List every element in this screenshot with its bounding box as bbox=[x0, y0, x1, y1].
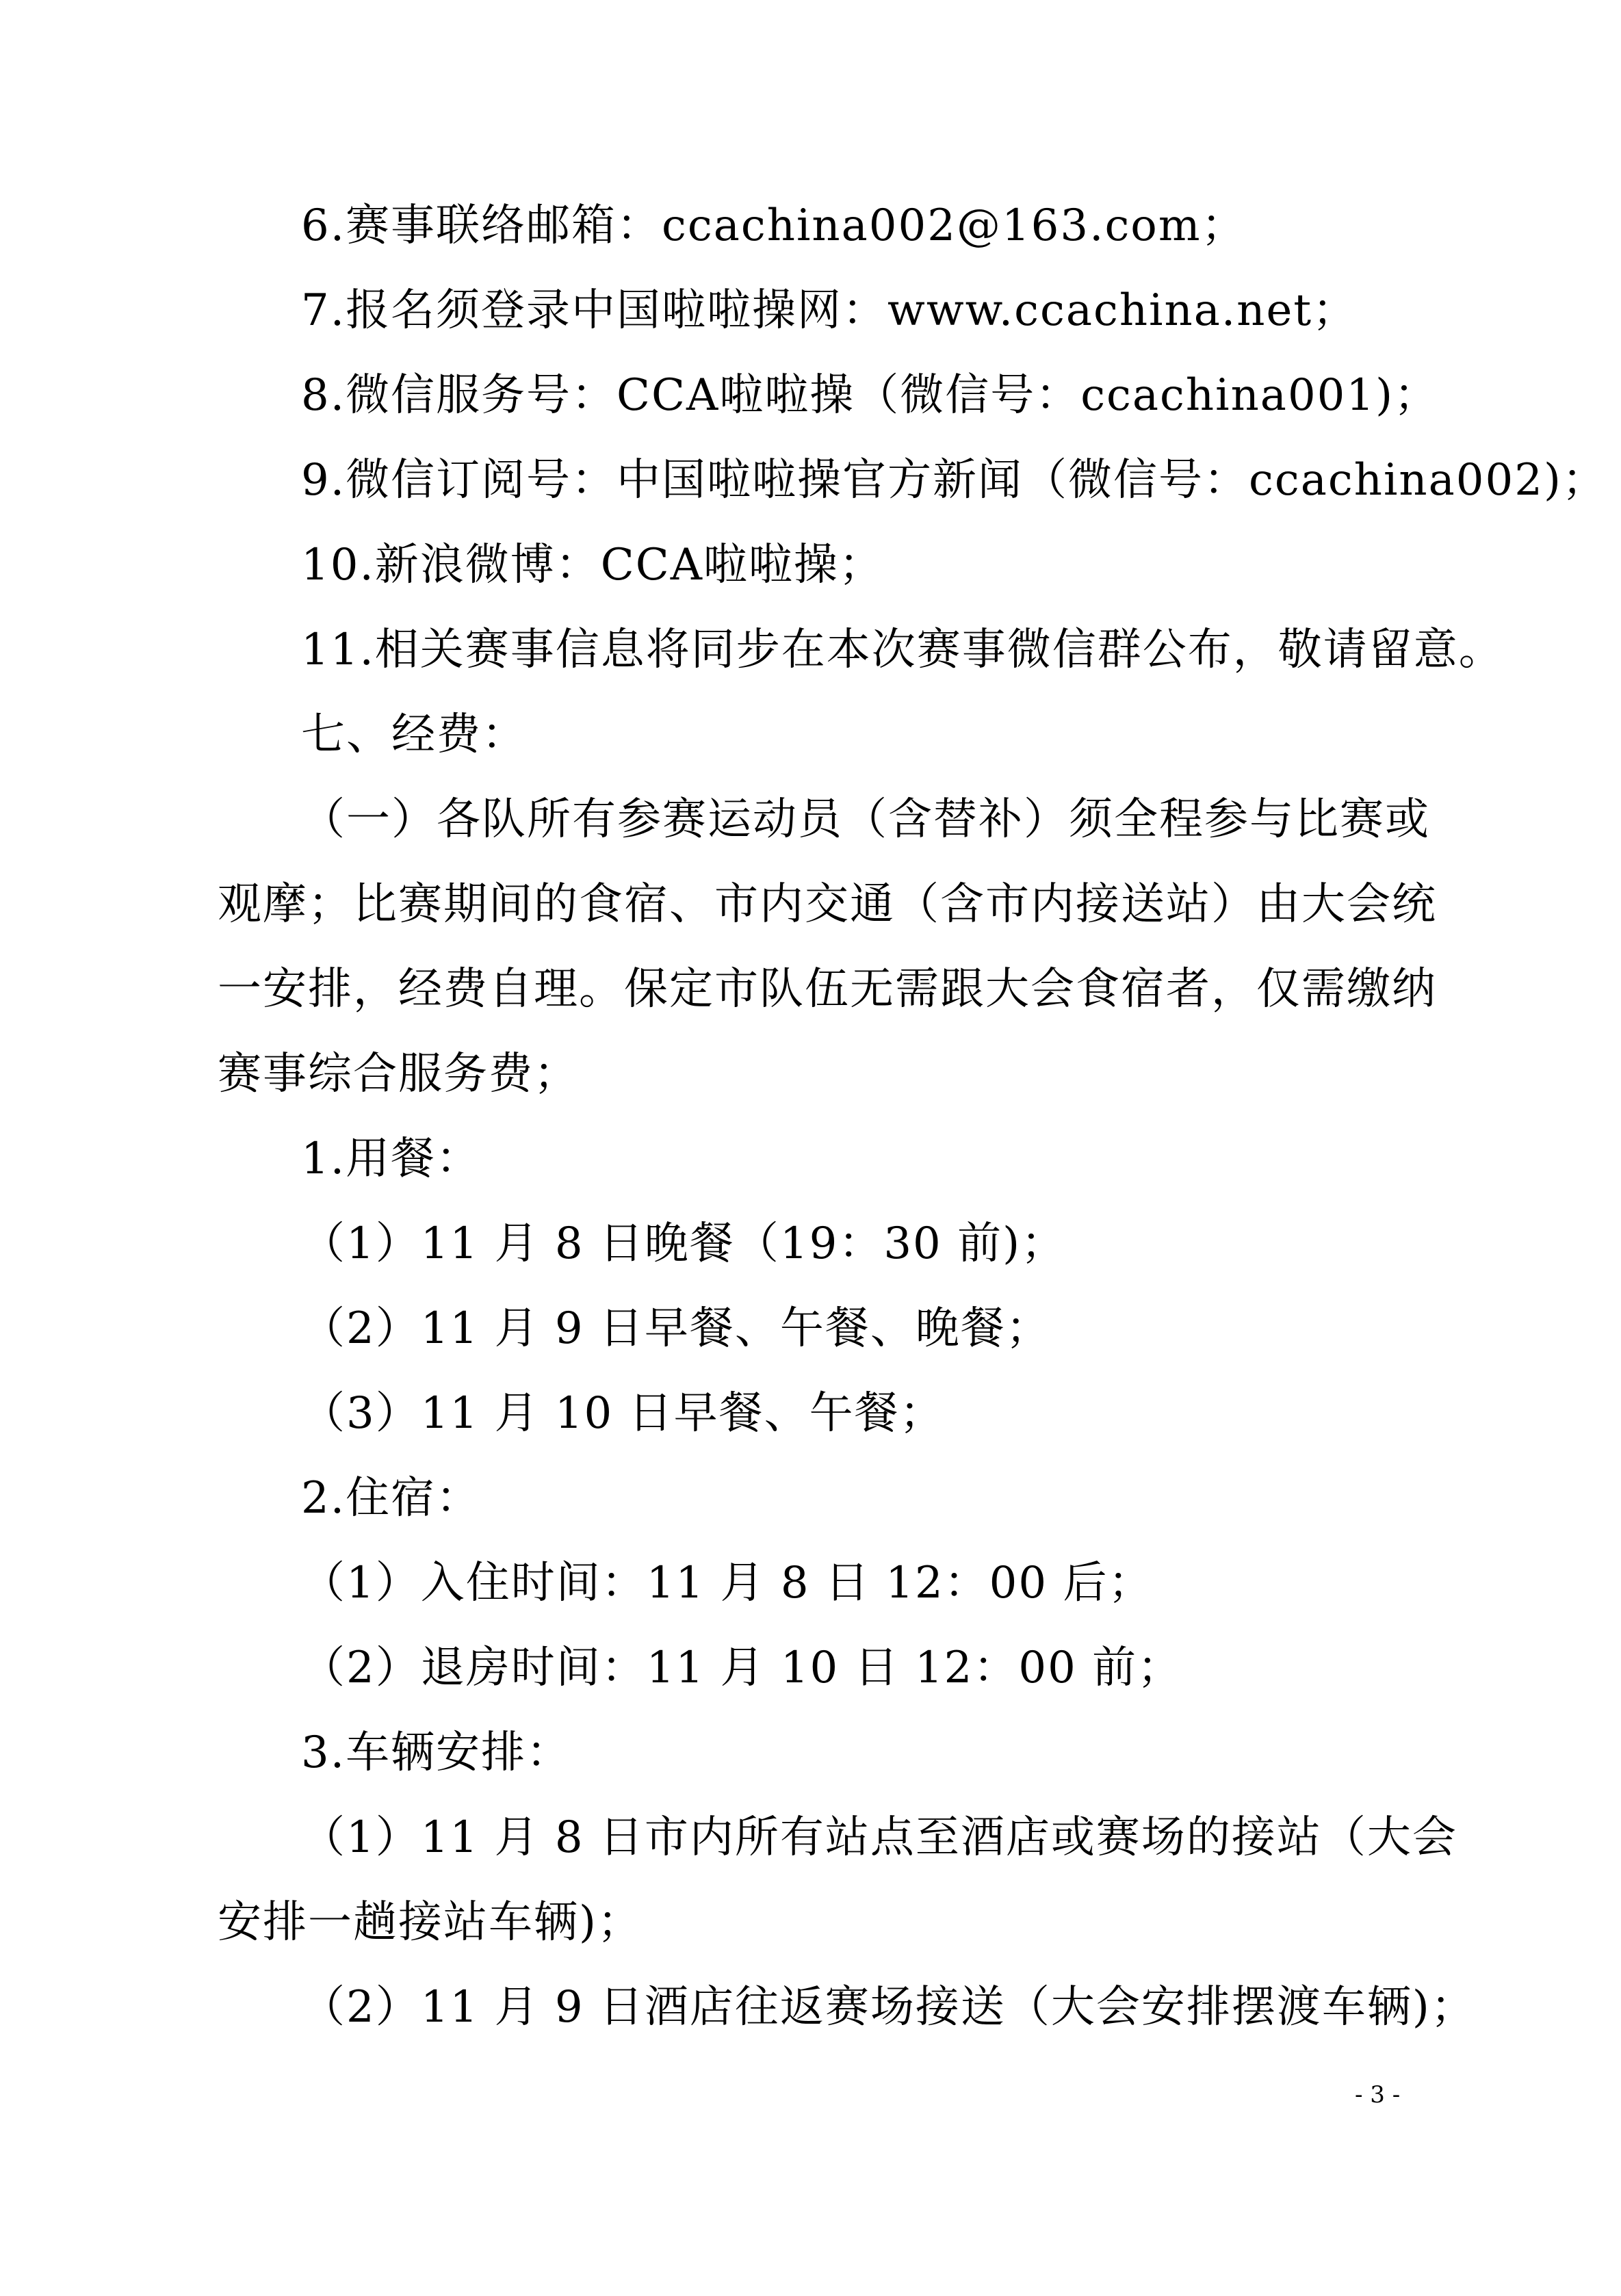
list-item: （3）11 月 10 日早餐、午餐； bbox=[301, 1388, 945, 1439]
subheading-lodging: 2.住宿： bbox=[301, 1473, 482, 1524]
sina-weibo-line: 10.新浪微博：CCA啦啦操； bbox=[301, 540, 884, 590]
paragraph-line: （一）各队所有参赛运动员（含替补）须全程参与比赛或 bbox=[301, 794, 1430, 845]
subheading-meals: 1.用餐： bbox=[301, 1134, 482, 1184]
paragraph-line: 一安排，经费自理。保定市队伍无需跟大会食宿者，仅需缴纳 bbox=[218, 964, 1437, 1015]
wechat-group-notice-line: 11.相关赛事信息将同步在本次赛事微信群公布，敬请留意。 bbox=[301, 625, 1504, 675]
list-item: （1）入住时间：11 月 8 日 12：00 后； bbox=[301, 1558, 1154, 1608]
paragraph-line: 观摩；比赛期间的食宿、市内交通（含市内接送站）由大会统 bbox=[218, 879, 1437, 930]
registration-website-line: 7.报名须登录中国啦啦操网：www.ccachina.net； bbox=[301, 285, 1358, 336]
paragraph-line: 赛事综合服务费； bbox=[218, 1049, 579, 1099]
page-number: - 3 - bbox=[1355, 2081, 1401, 2109]
list-item: （2）11 月 9 日早餐、午餐、晚餐； bbox=[301, 1303, 1051, 1354]
subheading-vehicles: 3.车辆安排： bbox=[301, 1727, 572, 1778]
wechat-service-account-line: 8.微信服务号：CCA啦啦操（微信号：ccachina001)； bbox=[301, 370, 1440, 421]
list-item-continuation: 安排一趟接站车辆)； bbox=[218, 1897, 643, 1948]
list-item: （2）11 月 9 日酒店往返赛场接送（大会安排摆渡车辆)； bbox=[301, 1982, 1476, 2033]
section-heading-funding: 七、经费： bbox=[301, 709, 527, 760]
list-item: （2）退房时间：11 月 10 日 12：00 前； bbox=[301, 1643, 1183, 1693]
wechat-subscription-line: 9.微信订阅号：中国啦啦操官方新闻（微信号：ccachina002)； bbox=[301, 455, 1607, 506]
contact-email-line: 6.赛事联络邮箱：ccachina002@163.com； bbox=[301, 200, 1247, 251]
list-item: （1）11 月 8 日晚餐（19：30 前)； bbox=[301, 1218, 1067, 1269]
list-item: （1）11 月 8 日市内所有站点至酒店或赛场的接站（大会 bbox=[301, 1812, 1457, 1863]
